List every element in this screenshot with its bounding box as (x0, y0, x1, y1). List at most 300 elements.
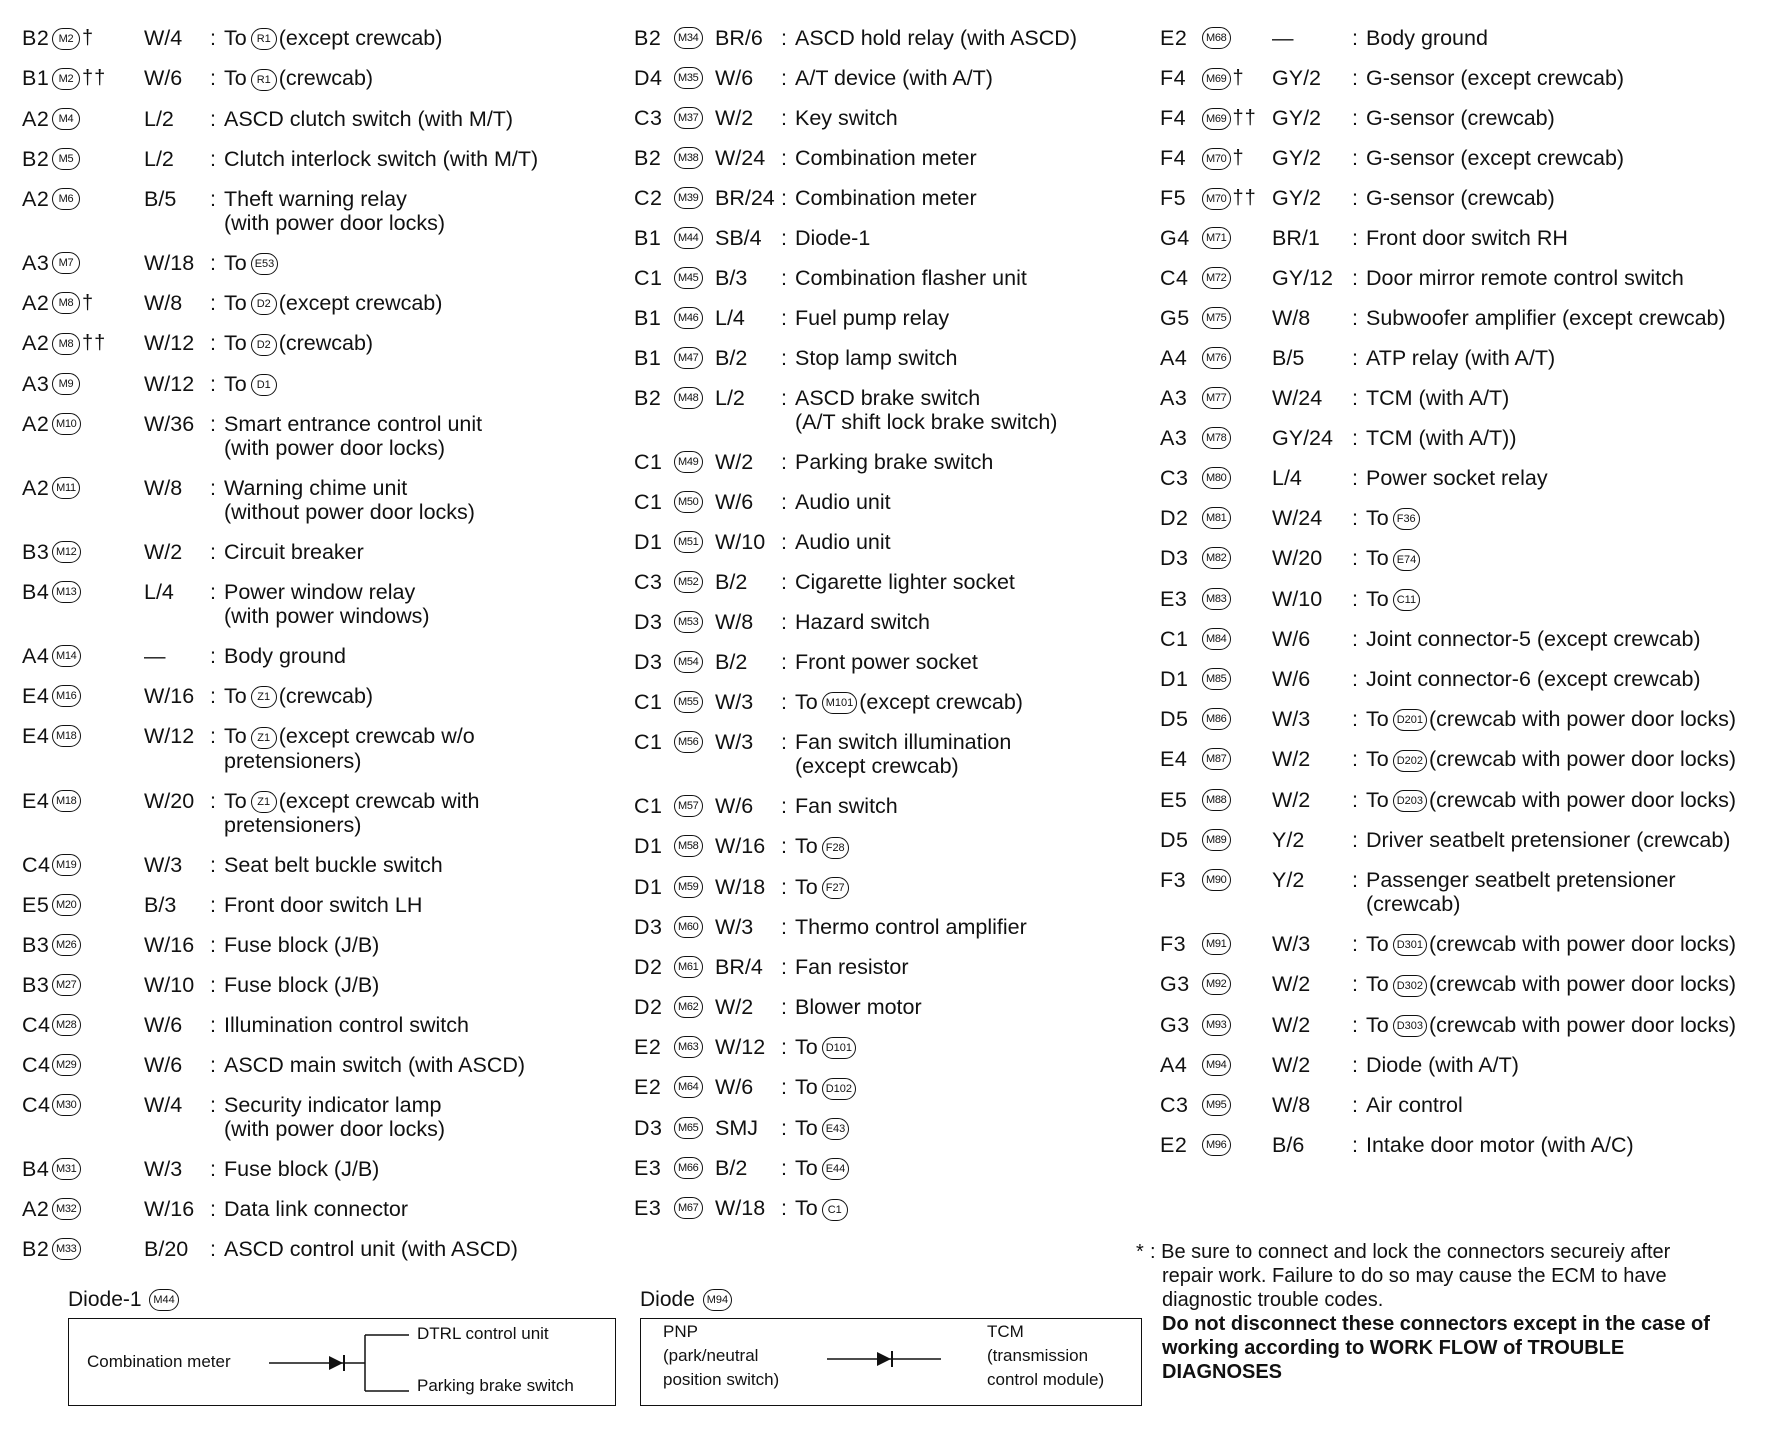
target-connector-oval (251, 69, 277, 91)
target-connector-oval (822, 1078, 856, 1100)
connector-cell (1202, 266, 1272, 289)
connector-oval (674, 387, 703, 409)
target-connector-oval (1393, 589, 1420, 611)
wire-color-pins: BR/4 (715, 954, 763, 979)
connector-number: M69 (1206, 112, 1227, 125)
wire-color-pins: W/20 (1272, 546, 1323, 571)
description-line (224, 1093, 443, 1117)
connector-oval (674, 107, 703, 129)
description-text: To (795, 1034, 818, 1059)
description-text: Fuse block (J/B) (224, 972, 380, 997)
connector-description (1366, 466, 1550, 490)
connector-row (634, 650, 1154, 674)
connector-description (795, 875, 851, 899)
connector-description (795, 186, 979, 210)
connector-oval (674, 27, 703, 49)
connector-description (224, 644, 348, 668)
connector-cell (52, 1237, 144, 1260)
wire-color-pins: BR/24 (715, 186, 775, 210)
connector-description (1366, 226, 1570, 250)
description-text: Diode (with A/T) (1366, 1052, 1519, 1077)
description-line (224, 1157, 381, 1181)
connector-cell (52, 147, 144, 170)
connector-row (1160, 972, 1780, 996)
separator-colon: : (781, 1155, 787, 1180)
connector-description (795, 1035, 858, 1059)
grid-location: B1 (22, 66, 50, 91)
connector-description (795, 650, 980, 674)
grid-location: C4 (22, 852, 51, 877)
connector-number: M14 (56, 649, 77, 662)
description-text: Seat belt buckle switch (224, 852, 443, 877)
description-text: Fuse block (J/B) (224, 1156, 380, 1181)
connector-description (1366, 667, 1703, 691)
diode2-title (640, 1288, 734, 1312)
separator-colon: : (1352, 506, 1358, 530)
connector-cell (1202, 1093, 1272, 1116)
connector-description (1366, 266, 1686, 290)
description-line (1366, 828, 1732, 852)
description-line (1366, 587, 1422, 611)
connector-oval (1202, 547, 1231, 569)
connector-oval (674, 916, 703, 938)
description-text: TCM (with A/T) (1366, 386, 1510, 410)
connector-row (1160, 26, 1780, 50)
wire-color-pins: W/4 (144, 1092, 183, 1117)
connector-cell (52, 66, 144, 90)
description-line (795, 226, 872, 250)
description-text: Security indicator lamp (224, 1092, 442, 1117)
grid-location: A3 (1160, 386, 1188, 410)
connector-row (22, 372, 622, 396)
connector-oval (1202, 789, 1231, 811)
description-line (795, 490, 893, 514)
connector-oval (1202, 869, 1231, 891)
description-second-line: pretensioners) (224, 812, 362, 837)
description-text: ASCD main switch (with ASCD) (224, 1052, 526, 1077)
description-text: Passenger seatbelt pretensioner (1366, 867, 1676, 892)
separator-colon: : (1352, 346, 1358, 370)
target-connector-number: D301 (1396, 939, 1424, 952)
wire-color-pins: W/2 (1272, 747, 1311, 772)
description-line (224, 1053, 527, 1077)
separator-colon: : (210, 579, 216, 604)
description-line (795, 386, 982, 410)
description-line (224, 973, 381, 997)
connector-number: M8 (58, 337, 74, 350)
dagger-mark: † (1232, 67, 1245, 89)
separator-colon: : (210, 290, 216, 315)
separator-colon: : (1352, 747, 1358, 772)
separator-colon: : (781, 570, 787, 594)
description-line (795, 955, 911, 979)
connector-cell (52, 893, 144, 916)
description-text: Body ground (1366, 26, 1488, 50)
description-text: To (224, 788, 247, 813)
wire-color-pins: — (144, 643, 166, 668)
connector-number: M54 (678, 656, 699, 668)
description-line (1366, 932, 1736, 956)
wire-color-pins: W/2 (715, 450, 754, 474)
wire-color-pins: W/2 (144, 539, 183, 564)
description-line (1366, 426, 1519, 450)
separator-colon: : (210, 852, 216, 877)
separator-colon: : (210, 1156, 216, 1181)
description-line (1366, 386, 1511, 410)
target-connector-number: D302 (1396, 979, 1424, 992)
connector-description (224, 684, 373, 708)
connector-cell (674, 26, 715, 49)
wire-color-pins: W/10 (1272, 586, 1323, 611)
grid-location: C1 (1160, 626, 1189, 651)
connector-cell (1202, 146, 1272, 170)
connector-row (22, 251, 622, 275)
wire-color-pins: B/2 (715, 650, 748, 674)
separator-colon: : (1352, 226, 1358, 250)
connector-number: M76 (1206, 352, 1227, 364)
grid-location: F4 (1160, 146, 1187, 170)
connector-number: M65 (678, 1121, 699, 1134)
wire-color-pins: SB/4 (715, 226, 762, 250)
grid-location: E2 (634, 1075, 662, 1100)
description-suffix: (crewcab with power door locks) (1429, 931, 1737, 956)
connector-description (224, 1157, 381, 1181)
separator-colon: : (781, 994, 787, 1019)
connector-number: M95 (1206, 1098, 1227, 1111)
connector-row (22, 644, 622, 668)
grid-location: A2 (22, 331, 50, 356)
wire-color-pins: W/8 (1272, 306, 1311, 330)
diode2-right-line2: (transmission (987, 1346, 1089, 1365)
grid-location: C3 (1160, 1092, 1189, 1117)
description-suffix: (crewcab with power door locks) (1429, 1012, 1737, 1037)
connector-cell (52, 644, 144, 667)
connector-description (795, 450, 995, 474)
connector-description (795, 146, 979, 170)
separator-colon: : (1352, 1092, 1358, 1117)
connector-number: M27 (56, 978, 77, 991)
wire-color-pins: W/12 (144, 724, 195, 749)
connector-cell (674, 266, 715, 289)
connector-number: M6 (58, 192, 74, 205)
grid-location: C3 (634, 570, 663, 594)
connector-number: M32 (56, 1202, 77, 1215)
description-text: Stop lamp switch (795, 346, 958, 370)
connector-cell (1202, 1013, 1272, 1036)
wire-color-pins: GY/24 (1272, 426, 1333, 450)
grid-location: D3 (634, 1115, 663, 1140)
connector-row (1160, 1053, 1780, 1077)
connector-row (1160, 306, 1780, 330)
description-suffix: (except crewcab w/o (278, 724, 475, 749)
grid-location: C1 (634, 266, 663, 290)
connector-row (634, 1035, 1154, 1059)
connector-description (224, 251, 280, 275)
grid-location: B2 (22, 26, 50, 50)
connector-number: M61 (678, 960, 699, 973)
separator-colon: : (1352, 827, 1358, 852)
description-line (224, 291, 442, 315)
connector-number: M18 (56, 730, 77, 743)
description-second-line: (with power windows) (224, 603, 430, 628)
connector-number: M92 (1206, 978, 1227, 991)
connector-number: M9 (58, 377, 74, 390)
connector-number: M60 (678, 920, 699, 933)
description-line (224, 107, 515, 131)
connector-cell (52, 724, 144, 747)
wire-color-pins: B/6 (1272, 1132, 1305, 1157)
connector-description (795, 1116, 851, 1140)
connector-row (1160, 106, 1780, 130)
connector-number: M62 (678, 1000, 699, 1013)
target-connector-oval (822, 1158, 850, 1180)
description-line (795, 834, 851, 858)
separator-colon: : (1352, 386, 1358, 410)
description-text: To (224, 66, 247, 91)
separator-colon: : (1352, 146, 1358, 170)
connector-oval (52, 292, 80, 314)
connector-number: M81 (1206, 512, 1227, 524)
grid-location: E2 (634, 1034, 662, 1059)
grid-location: A3 (22, 250, 50, 275)
diode1-right-top-label: DTRL control unit (417, 1324, 549, 1343)
connector-row (22, 789, 622, 837)
connector-number: M63 (678, 1040, 699, 1053)
description-text: Power window relay (224, 579, 416, 604)
description-text: To (1366, 706, 1389, 731)
wire-color-pins: W/16 (144, 1196, 195, 1221)
connector-oval (1202, 628, 1231, 650)
target-connector-oval (251, 334, 277, 356)
connector-row (634, 1156, 1154, 1180)
description-second-line: (without power door locks) (224, 499, 475, 524)
separator-colon: : (210, 1012, 216, 1037)
connector-cell (1202, 546, 1272, 569)
connector-oval (52, 934, 81, 956)
connector-cell (1202, 26, 1272, 49)
separator-colon: : (210, 892, 216, 917)
connector-number: M13 (56, 585, 77, 598)
target-connector-oval (822, 1118, 850, 1140)
separator-colon: : (1352, 466, 1358, 490)
connector-cell (674, 650, 715, 673)
connector-number: M48 (678, 392, 699, 404)
connector-oval (52, 68, 80, 90)
description-suffix: (except crewcab) (859, 690, 1023, 714)
connector-description (1366, 707, 1736, 731)
grid-location: F3 (1160, 931, 1187, 956)
connector-row (634, 146, 1154, 170)
wire-color-pins: W/20 (144, 788, 195, 813)
description-text: Audio unit (795, 530, 891, 554)
connector-description (224, 331, 373, 355)
wire-color-pins: W/18 (144, 250, 195, 275)
connector-oval (52, 413, 81, 435)
connector-description (224, 187, 445, 235)
description-text: To (224, 371, 247, 396)
connector-cell (674, 955, 715, 978)
dagger-mark: † (1232, 147, 1245, 169)
connector-number: M82 (1206, 552, 1227, 565)
connector-cell (674, 610, 715, 633)
connector-oval (1202, 748, 1231, 770)
description-text: Hazard switch (795, 610, 931, 634)
connector-row (634, 66, 1154, 90)
connector-cell (674, 226, 715, 249)
description-line (224, 187, 409, 211)
wire-color-pins: W/2 (1272, 787, 1311, 812)
connector-oval (674, 531, 703, 553)
separator-colon: : (781, 1034, 787, 1059)
connector-cell (674, 1156, 715, 1179)
separator-colon: : (1352, 426, 1358, 450)
connector-oval (674, 795, 703, 817)
connector-oval (1202, 708, 1231, 730)
description-line (224, 372, 279, 396)
wire-color-pins: W/3 (144, 852, 183, 877)
description-suffix: (crewcab with power door locks) (1429, 706, 1737, 731)
description-line (1366, 306, 1728, 330)
separator-colon: : (210, 475, 216, 500)
target-connector-oval (822, 692, 858, 714)
connector-row (634, 875, 1154, 899)
separator-colon: : (210, 972, 216, 997)
connector-row (634, 1116, 1154, 1140)
connector-description (795, 26, 1079, 50)
wire-color-pins: W/3 (715, 914, 754, 939)
connector-cell (1202, 1133, 1272, 1156)
description-text: G-sensor (crewcab) (1366, 106, 1555, 130)
dagger-mark: †† (82, 67, 107, 90)
connector-note (1136, 1240, 1786, 1384)
connector-row (634, 490, 1154, 514)
description-text: Fan switch illumination (795, 730, 1012, 755)
connector-description (1366, 868, 1678, 916)
connector-oval (1202, 307, 1231, 329)
connector-cell (52, 1093, 144, 1116)
description-text: Illumination control switch (224, 1012, 469, 1037)
connector-row (1160, 506, 1780, 530)
connector-number: M68 (1206, 32, 1227, 44)
connector-number: M87 (1206, 753, 1227, 766)
grid-location: E5 (1160, 787, 1188, 812)
description-text: To (224, 250, 247, 275)
connector-cell (52, 684, 144, 707)
connector-cell (1202, 66, 1272, 90)
connector-number: M88 (1206, 793, 1227, 806)
connector-description (795, 226, 872, 250)
diode1-right-bottom-label: Parking brake switch (417, 1376, 574, 1395)
diode2-title-text: Diode (640, 1288, 695, 1311)
connector-oval (674, 956, 703, 978)
description-text: To (1366, 506, 1389, 530)
connector-description (1366, 1013, 1736, 1037)
target-connector-oval (822, 1199, 848, 1221)
separator-colon: : (1352, 972, 1358, 997)
connector-description (795, 386, 1057, 434)
grid-location: A3 (22, 371, 50, 396)
description-line (1366, 186, 1557, 210)
separator-colon: : (781, 1115, 787, 1140)
wire-color-pins: W/8 (144, 475, 183, 500)
connector-description (1366, 506, 1422, 530)
grid-location: A4 (1160, 346, 1188, 370)
grid-location: D3 (634, 914, 663, 939)
connector-row (1160, 1093, 1780, 1117)
target-connector-oval (1393, 975, 1427, 997)
description-line (795, 690, 1023, 714)
grid-location: E2 (1160, 26, 1188, 50)
connector-oval (1202, 68, 1231, 90)
target-connector-oval (1393, 790, 1427, 812)
separator-colon: : (210, 1092, 216, 1117)
connector-oval (674, 731, 703, 753)
grid-location: B2 (634, 146, 662, 170)
wire-color-pins: BR/1 (1272, 226, 1320, 250)
separator-colon: : (1352, 706, 1358, 731)
connector-row (1160, 707, 1780, 731)
separator-colon: : (210, 146, 216, 171)
description-text: Door mirror remote control switch (1366, 266, 1684, 290)
connector-oval (674, 876, 703, 898)
connector-row (634, 226, 1154, 250)
connector-number: M19 (56, 858, 77, 871)
grid-location: D1 (634, 874, 663, 899)
connector-cell (674, 794, 715, 817)
diode2-connector-label: M94 (706, 1294, 729, 1307)
grid-location: C1 (634, 730, 663, 755)
connector-column-2 (634, 26, 1154, 1237)
grid-location: A2 (22, 106, 50, 131)
target-connector-number: E74 (1396, 553, 1417, 566)
wire-color-pins: B/3 (715, 266, 748, 290)
grid-location: B1 (634, 306, 662, 330)
grid-location: C4 (22, 1092, 51, 1117)
separator-colon: : (781, 954, 787, 979)
separator-colon: : (210, 1236, 216, 1261)
connector-row (634, 26, 1154, 50)
description-line (1366, 667, 1703, 691)
connector-row (634, 730, 1154, 778)
connector-number: M11 (56, 481, 76, 494)
connector-row (1160, 66, 1780, 90)
separator-colon: : (1352, 626, 1358, 651)
connector-description (1366, 26, 1490, 50)
connector-number: M8 (58, 297, 74, 310)
separator-colon: : (210, 26, 216, 50)
description-text: Joint connector-6 (except crewcab) (1366, 666, 1701, 691)
description-text: To (795, 1155, 818, 1180)
description-suffix: (except crewcab) (278, 26, 443, 50)
separator-colon: : (210, 186, 216, 211)
connector-row (22, 893, 622, 917)
description-text: To (224, 290, 247, 315)
connector-cell (674, 450, 715, 473)
wire-color-pins: W/24 (1272, 506, 1323, 530)
description-suffix: (crewcab) (278, 66, 374, 91)
grid-location: D3 (634, 650, 663, 674)
separator-colon: : (1352, 66, 1358, 90)
connector-cell (52, 580, 144, 603)
grid-location: D3 (1160, 546, 1189, 571)
separator-colon: : (781, 266, 787, 290)
connector-cell (674, 186, 715, 209)
connector-oval (1202, 1094, 1231, 1116)
description-text: Air control (1366, 1092, 1463, 1117)
wire-color-pins: W/12 (144, 331, 195, 356)
connector-row (22, 26, 622, 50)
target-connector-number: F27 (825, 881, 845, 894)
